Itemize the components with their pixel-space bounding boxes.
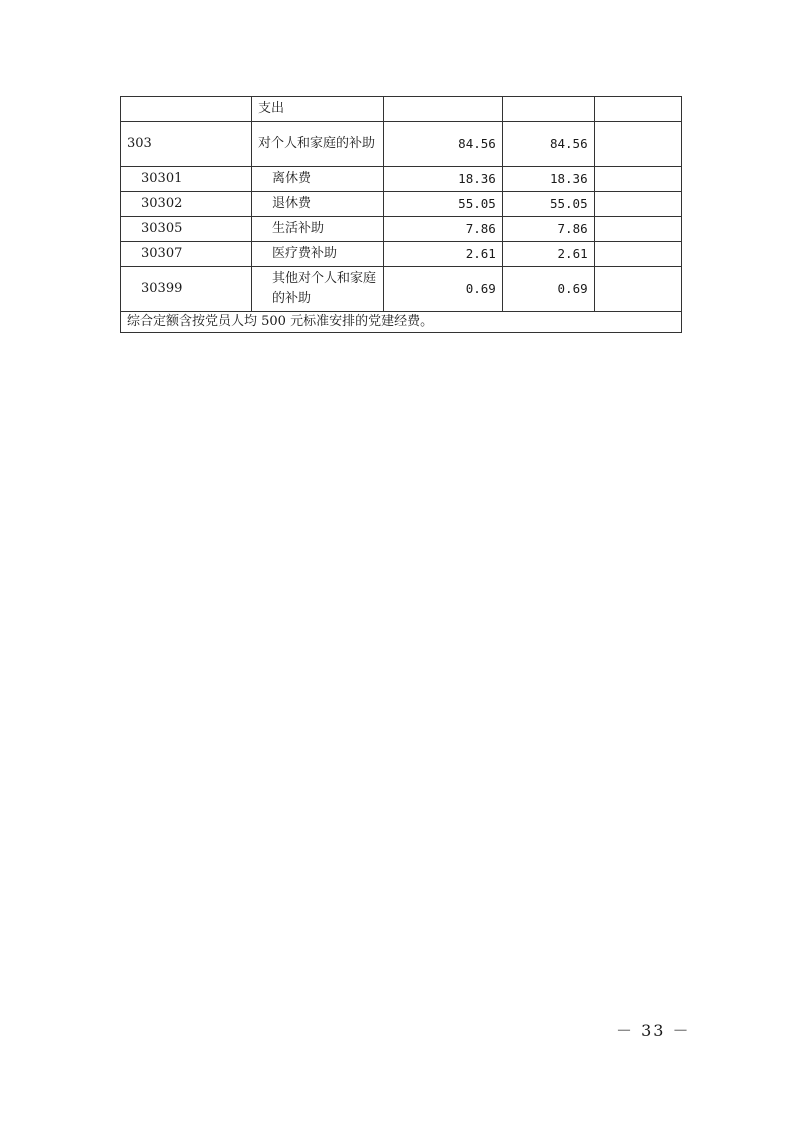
cell-name: 退休费 — [252, 192, 384, 217]
table-row — [121, 242, 682, 267]
cell-code: 303 — [121, 122, 252, 167]
cell-name: 离休费 — [252, 167, 384, 192]
cell-value: 2.61 — [502, 242, 594, 267]
cell-value: 2.61 — [384, 242, 503, 267]
cell-value — [594, 242, 681, 267]
cell-code: 30302 — [121, 192, 252, 217]
cell-code — [121, 97, 252, 122]
cell-value — [594, 122, 681, 167]
cell-value — [502, 97, 594, 122]
page-number: － 33 － — [616, 1021, 691, 1040]
cell-value: 55.05 — [384, 192, 503, 217]
table-row — [121, 167, 682, 192]
cell-name: 对个人和家庭的补助 — [252, 122, 384, 167]
cell-value — [594, 217, 681, 242]
cell-name: 其他对个人和家庭的补助 — [252, 267, 384, 312]
cell-value — [384, 97, 503, 122]
cell-value: 55.05 — [502, 192, 594, 217]
cell-value: 84.56 — [384, 122, 503, 167]
cell-value: 0.69 — [502, 267, 594, 312]
cell-value: 7.86 — [502, 217, 594, 242]
table-row — [121, 122, 682, 167]
cell-code: 30305 — [121, 217, 252, 242]
cell-name: 医疗费补助 — [252, 242, 384, 267]
table-row — [121, 217, 682, 242]
table-note: 综合定额含按党员人均 500 元标准安排的党建经费。 — [121, 312, 682, 333]
cell-name: 支出 — [252, 97, 384, 122]
table-row — [121, 267, 682, 312]
table-row — [121, 192, 682, 217]
cell-code: 30301 — [121, 167, 252, 192]
table-row-continuation — [121, 97, 682, 122]
cell-value: 7.86 — [384, 217, 503, 242]
cell-value — [594, 192, 681, 217]
cell-value: 0.69 — [384, 267, 503, 312]
table-note-row — [121, 312, 682, 333]
cell-value — [594, 97, 681, 122]
cell-value — [594, 267, 681, 312]
cell-code: 30399 — [121, 267, 252, 312]
cell-value: 18.36 — [384, 167, 503, 192]
cell-code: 30307 — [121, 242, 252, 267]
cell-value: 18.36 — [502, 167, 594, 192]
cell-value — [594, 167, 681, 192]
cell-value: 84.56 — [502, 122, 594, 167]
cell-name: 生活补助 — [252, 217, 384, 242]
budget-table — [120, 96, 682, 333]
